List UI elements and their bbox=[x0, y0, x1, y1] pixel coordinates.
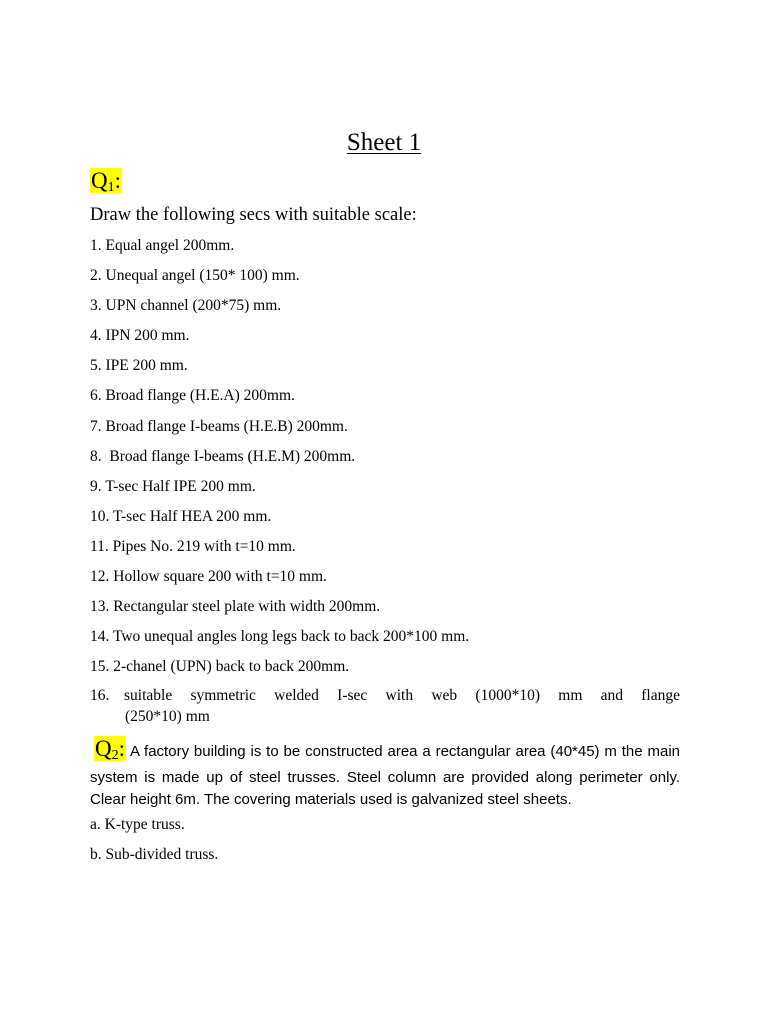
question-1-subscript: 1 bbox=[107, 180, 115, 195]
list-item: a. K-type truss. bbox=[90, 816, 185, 833]
list-item: 10. T-sec Half HEA 200 mm. bbox=[90, 507, 272, 525]
list-item: 15. 2-chanel (UPN) back to back 200mm. bbox=[90, 658, 350, 676]
list-item: 12. Hollow square 200 with t=10 mm. bbox=[90, 568, 327, 586]
list-item-16-text: suitable symmetric welded I-sec with web (1000*10) mm and flange bbox=[124, 687, 680, 704]
list-item: 8. Broad flange I-beams (H.E.M) 200mm. bbox=[90, 447, 356, 465]
list-item-16-continuation: (250*10) mm bbox=[125, 708, 210, 725]
list-item: 2. Unequal angel (150* 100) mm. bbox=[90, 267, 300, 285]
question-1-highlight bbox=[90, 168, 122, 193]
question-2-paragraph bbox=[90, 738, 680, 811]
list-item: b. Sub-divided truss. bbox=[90, 845, 219, 863]
list-item: 3. UPN channel (200*75) mm. bbox=[90, 297, 282, 315]
list-item: 7. Broad flange I-beams (H.E.B) 200mm. bbox=[90, 417, 348, 435]
sheet-title-text: Sheet 1 bbox=[346, 129, 422, 156]
list-item: 4. IPN 200 mm. bbox=[90, 327, 190, 345]
question-2-text: A factory building is to be constructed area a rectangular area (40*45) m the main system is made up of steel trusses. Steel column are provided along perimeter only. Clear height 6m. The covering materials used is galvanized steel sheets. bbox=[90, 743, 680, 808]
list-item: 9. T-sec Half IPE 200 mm. bbox=[90, 477, 256, 495]
question-1-label bbox=[90, 168, 122, 201]
question-1-colon: : bbox=[114, 168, 122, 193]
list-item-16-number: 16. bbox=[90, 687, 110, 704]
question-1-instruction: Draw the following secs with suitable scale: bbox=[90, 205, 417, 225]
question-1-letter: Q bbox=[91, 168, 108, 193]
list-item-16-first-line bbox=[90, 685, 680, 706]
list-item-16 bbox=[90, 685, 680, 727]
question-2-colon: : bbox=[118, 736, 126, 761]
question-1-list bbox=[90, 235, 680, 686]
list-item: 1. Equal angel 200mm. bbox=[90, 237, 235, 254]
sheet-title bbox=[0, 128, 768, 158]
list-item: 14. Two unequal angles long legs back to back 200*100 mm. bbox=[90, 628, 470, 646]
question-2-letter: Q bbox=[95, 736, 112, 761]
question-2-highlight bbox=[94, 736, 126, 761]
question-2-subscript: 2 bbox=[111, 748, 119, 763]
list-item: 11. Pipes No. 219 with t=10 mm. bbox=[90, 537, 296, 555]
question-2-list bbox=[90, 814, 218, 873]
list-item: 6. Broad flange (H.E.A) 200mm. bbox=[90, 387, 295, 405]
list-item: 13. Rectangular steel plate with width 200mm. bbox=[90, 598, 381, 616]
list-item: 5. IPE 200 mm. bbox=[90, 357, 188, 375]
